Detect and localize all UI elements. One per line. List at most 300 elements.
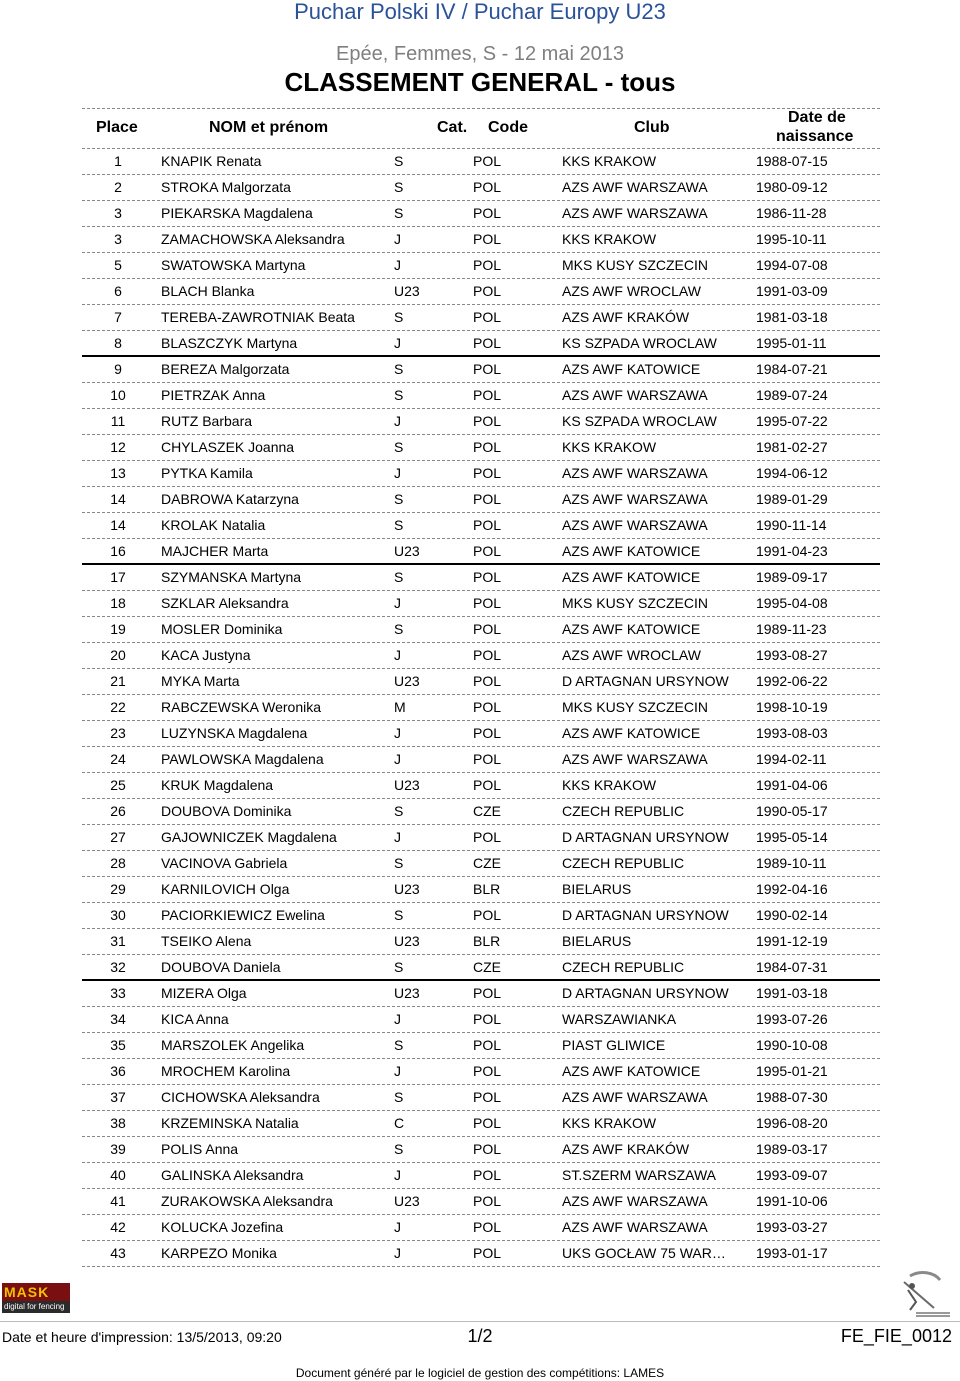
cell-birthdate: 1991-04-23 bbox=[756, 543, 828, 559]
table-row bbox=[82, 955, 880, 981]
cell-club: CZECH REPUBLIC bbox=[562, 959, 685, 975]
cell-name: KARNILOVICH Olga bbox=[161, 881, 290, 897]
cell-cat: J bbox=[394, 413, 401, 429]
cell-code: POL bbox=[473, 439, 502, 455]
cell-place: 43 bbox=[110, 1245, 126, 1261]
cell-name: KRUK Magdalena bbox=[161, 777, 274, 793]
cell-place: 31 bbox=[110, 933, 126, 949]
generator-note: Document généré par le logiciel de gestion des compétitions: LAMES bbox=[295, 1366, 665, 1380]
cell-name: KRZEMINSKA Natalia bbox=[161, 1115, 299, 1131]
cell-birthdate: 1990-10-08 bbox=[756, 1037, 828, 1053]
cell-cat: J bbox=[394, 1063, 401, 1079]
cell-name: BEREZA Malgorzata bbox=[161, 361, 290, 377]
cell-club: AZS AWF KRAKÓW bbox=[562, 309, 690, 325]
cell-birthdate: 1989-10-11 bbox=[756, 855, 827, 871]
cell-code: CZE bbox=[473, 803, 501, 819]
cell-code: POL bbox=[473, 543, 502, 559]
col-header-cat: Cat. bbox=[437, 119, 468, 136]
cell-birthdate: 1994-02-11 bbox=[756, 751, 827, 767]
cell-code: POL bbox=[473, 1089, 502, 1105]
table-row bbox=[82, 903, 880, 929]
table-row bbox=[82, 851, 880, 877]
table-row bbox=[82, 773, 880, 799]
cell-club: KKS KRAKOW bbox=[562, 439, 657, 455]
cell-birthdate: 1980-09-12 bbox=[756, 179, 828, 195]
cell-cat: S bbox=[394, 803, 404, 819]
table-row bbox=[82, 409, 880, 435]
table-row bbox=[82, 617, 880, 643]
table-row bbox=[82, 877, 880, 903]
cell-place: 40 bbox=[110, 1167, 126, 1183]
cell-place: 22 bbox=[110, 699, 126, 715]
table-row bbox=[82, 1163, 880, 1189]
cell-club: AZS AWF WARSZAWA bbox=[562, 517, 708, 533]
cell-birthdate: 1993-08-27 bbox=[756, 647, 828, 663]
cell-birthdate: 1981-02-27 bbox=[756, 439, 828, 455]
cell-place: 9 bbox=[114, 361, 122, 377]
cell-name: STROKA Malgorzata bbox=[161, 179, 291, 195]
cell-club: AZS AWF WARSZAWA bbox=[562, 491, 708, 507]
cell-place: 3 bbox=[114, 231, 122, 247]
event-subtitle: Epée, Femmes, S - 12 mai 2013 bbox=[336, 43, 624, 65]
cell-birthdate: 1990-11-14 bbox=[756, 517, 827, 533]
cell-birthdate: 1986-11-28 bbox=[756, 205, 827, 221]
cell-name: PAWLOWSKA Magdalena bbox=[161, 751, 324, 767]
cell-cat: J bbox=[394, 465, 401, 481]
table-row bbox=[82, 383, 880, 409]
cell-club: MKS KUSY SZCZECIN bbox=[562, 257, 708, 273]
cell-name: RABCZEWSKA Weronika bbox=[161, 699, 322, 715]
table-row bbox=[82, 747, 880, 773]
cell-code: POL bbox=[473, 465, 502, 481]
cell-place: 26 bbox=[110, 803, 126, 819]
cell-name: KACA Justyna bbox=[161, 647, 251, 663]
table-row bbox=[82, 253, 880, 279]
cell-cat: U23 bbox=[394, 1193, 420, 1209]
cell-club: ST.SZERM WARSZAWA bbox=[562, 1167, 716, 1183]
cell-cat: S bbox=[394, 517, 404, 533]
cell-name: KARPEZO Monika bbox=[161, 1245, 277, 1261]
cell-code: POL bbox=[473, 335, 502, 351]
cell-cat: J bbox=[394, 1167, 401, 1183]
fie-logo-icon bbox=[890, 1268, 952, 1318]
cell-cat: S bbox=[394, 309, 404, 325]
cell-cat: M bbox=[394, 699, 406, 715]
cell-name: TEREBA-ZAWROTNIAK Beata bbox=[161, 309, 355, 325]
cell-club: D ARTAGNAN URSYNOW bbox=[562, 907, 729, 923]
cell-birthdate: 1994-06-12 bbox=[756, 465, 828, 481]
cell-code: POL bbox=[473, 387, 502, 403]
cell-code: POL bbox=[473, 1193, 502, 1209]
cell-club: AZS AWF KATOWICE bbox=[562, 361, 701, 377]
cell-name: DOUBOVA Dominika bbox=[161, 803, 292, 819]
cell-place: 12 bbox=[110, 439, 126, 455]
cell-place: 34 bbox=[110, 1011, 126, 1027]
cell-cat: S bbox=[394, 569, 404, 585]
col-header-code: Code bbox=[488, 119, 528, 136]
cell-club: KKS KRAKOW bbox=[562, 231, 657, 247]
cell-place: 25 bbox=[110, 777, 126, 793]
table-row bbox=[82, 149, 880, 175]
mask-logo-sub: digital for fencing bbox=[2, 1301, 70, 1313]
cell-club: KKS KRAKOW bbox=[562, 153, 657, 169]
cell-club: D ARTAGNAN URSYNOW bbox=[562, 985, 729, 1001]
cell-name: ZAMACHOWSKA Aleksandra bbox=[161, 231, 345, 247]
mask-logo-text: MASK bbox=[2, 1283, 70, 1301]
cell-name: DABROWA Katarzyna bbox=[161, 491, 299, 507]
cell-birthdate: 1984-07-21 bbox=[756, 361, 828, 377]
cell-place: 39 bbox=[110, 1141, 126, 1157]
cell-code: POL bbox=[473, 257, 502, 273]
table-row bbox=[82, 669, 880, 695]
col-header-date-1: Date de bbox=[788, 109, 846, 126]
table-row bbox=[82, 1241, 880, 1267]
cell-code: POL bbox=[473, 673, 502, 689]
cell-birthdate: 1992-06-22 bbox=[756, 673, 828, 689]
cell-code: POL bbox=[473, 1063, 502, 1079]
cell-code: POL bbox=[473, 751, 502, 767]
cell-birthdate: 1991-10-06 bbox=[756, 1193, 828, 1209]
cell-place: 32 bbox=[110, 959, 126, 975]
cell-place: 6 bbox=[114, 283, 122, 299]
mask-logo bbox=[2, 1283, 70, 1313]
cell-code: POL bbox=[473, 361, 502, 377]
cell-name: GAJOWNICZEK Magdalena bbox=[161, 829, 337, 845]
cell-cat: S bbox=[394, 1141, 404, 1157]
cell-code: POL bbox=[473, 907, 502, 923]
cell-birthdate: 1995-10-11 bbox=[756, 231, 827, 247]
print-timestamp: Date et heure d'impression: 13/5/2013, 09:20 bbox=[2, 1329, 282, 1345]
cell-club: MKS KUSY SZCZECIN bbox=[562, 699, 708, 715]
cell-place: 20 bbox=[110, 647, 126, 663]
cell-cat: J bbox=[394, 1011, 401, 1027]
cell-code: POL bbox=[473, 829, 502, 845]
footer-rule bbox=[0, 1321, 960, 1322]
table-row bbox=[82, 1033, 880, 1059]
cell-cat: U23 bbox=[394, 777, 420, 793]
ranking-heading: CLASSEMENT GENERAL - tous bbox=[284, 67, 676, 97]
cell-birthdate: 1989-09-17 bbox=[756, 569, 828, 585]
document-title: Puchar Polski IV / Puchar Europy U23 bbox=[294, 0, 666, 24]
cell-cat: S bbox=[394, 439, 404, 455]
table-row bbox=[82, 929, 880, 955]
cell-club: AZS AWF KATOWICE bbox=[562, 569, 701, 585]
cell-cat: U23 bbox=[394, 985, 420, 1001]
cell-place: 14 bbox=[110, 491, 126, 507]
table-row bbox=[82, 1085, 880, 1111]
cell-name: KROLAK Natalia bbox=[161, 517, 266, 533]
cell-cat: S bbox=[394, 1037, 404, 1053]
table-row bbox=[82, 643, 880, 669]
cell-place: 8 bbox=[114, 335, 122, 351]
cell-place: 41 bbox=[110, 1193, 126, 1209]
cell-club: AZS AWF KATOWICE bbox=[562, 543, 701, 559]
cell-birthdate: 1989-01-29 bbox=[756, 491, 828, 507]
cell-code: BLR bbox=[473, 881, 501, 897]
cell-name: CICHOWSKA Aleksandra bbox=[161, 1089, 320, 1105]
cell-club: AZS AWF KATOWICE bbox=[562, 621, 701, 637]
table-row bbox=[82, 435, 880, 461]
table-row bbox=[82, 487, 880, 513]
cell-name: KOLUCKA Jozefina bbox=[161, 1219, 284, 1235]
cell-birthdate: 1995-04-08 bbox=[756, 595, 828, 611]
cell-place: 13 bbox=[110, 465, 126, 481]
cell-birthdate: 1981-03-18 bbox=[756, 309, 828, 325]
cell-name: PACIORKIEWICZ Ewelina bbox=[161, 907, 325, 923]
table-row bbox=[82, 565, 880, 591]
cell-birthdate: 1994-07-08 bbox=[756, 257, 828, 273]
cell-cat: C bbox=[394, 1115, 405, 1131]
cell-cat: U23 bbox=[394, 673, 420, 689]
cell-birthdate: 1995-01-21 bbox=[756, 1063, 828, 1079]
cell-birthdate: 1991-03-09 bbox=[756, 283, 828, 299]
cell-birthdate: 1988-07-30 bbox=[756, 1089, 828, 1105]
cell-code: POL bbox=[473, 725, 502, 741]
cell-place: 19 bbox=[110, 621, 126, 637]
col-header-name: NOM et prénom bbox=[209, 119, 329, 136]
cell-place: 38 bbox=[110, 1115, 126, 1131]
cell-club: BIELARUS bbox=[562, 933, 632, 949]
col-header-place: Place bbox=[96, 119, 138, 136]
cell-cat: S bbox=[394, 1089, 404, 1105]
cell-code: POL bbox=[473, 1011, 502, 1027]
cell-name: SWATOWSKA Martyna bbox=[161, 257, 306, 273]
table-row bbox=[82, 721, 880, 747]
cell-code: BLR bbox=[473, 933, 501, 949]
cell-birthdate: 1993-09-07 bbox=[756, 1167, 828, 1183]
cell-place: 28 bbox=[110, 855, 126, 871]
cell-cat: J bbox=[394, 751, 401, 767]
cell-name: SZYMANSKA Martyna bbox=[161, 569, 302, 585]
table-row bbox=[82, 227, 880, 253]
cell-name: KNAPIK Renata bbox=[161, 153, 262, 169]
cell-name: PIETRZAK Anna bbox=[161, 387, 266, 403]
cell-club: AZS AWF WROCLAW bbox=[562, 283, 701, 299]
cell-cat: S bbox=[394, 153, 404, 169]
cell-club: KS SZPADA WROCLAW bbox=[562, 335, 717, 351]
table-row bbox=[82, 695, 880, 721]
cell-birthdate: 1991-12-19 bbox=[756, 933, 828, 949]
cell-place: 42 bbox=[110, 1219, 126, 1235]
cell-birthdate: 1989-07-24 bbox=[756, 387, 828, 403]
cell-place: 21 bbox=[110, 673, 126, 689]
cell-name: KICA Anna bbox=[161, 1011, 229, 1027]
table-row bbox=[82, 981, 880, 1007]
cell-code: POL bbox=[473, 595, 502, 611]
cell-birthdate: 1990-02-14 bbox=[756, 907, 828, 923]
cell-place: 16 bbox=[110, 543, 126, 559]
cell-cat: J bbox=[394, 257, 401, 273]
table-row bbox=[82, 461, 880, 487]
cell-name: MROCHEM Karolina bbox=[161, 1063, 291, 1079]
table-row bbox=[82, 175, 880, 201]
cell-name: RUTZ Barbara bbox=[161, 413, 253, 429]
cell-place: 3 bbox=[114, 205, 122, 221]
cell-place: 30 bbox=[110, 907, 126, 923]
cell-name: ZURAKOWSKA Aleksandra bbox=[161, 1193, 333, 1209]
cell-club: AZS AWF KATOWICE bbox=[562, 725, 701, 741]
cell-club: KKS KRAKOW bbox=[562, 777, 657, 793]
cell-cat: J bbox=[394, 595, 401, 611]
cell-code: POL bbox=[473, 231, 502, 247]
cell-name: VACINOVA Gabriela bbox=[161, 855, 288, 871]
cell-club: AZS AWF WARSZAWA bbox=[562, 179, 708, 195]
cell-code: POL bbox=[473, 205, 502, 221]
cell-cat: S bbox=[394, 491, 404, 507]
cell-code: POL bbox=[473, 1115, 502, 1131]
cell-birthdate: 1984-07-31 bbox=[756, 959, 828, 975]
cell-code: POL bbox=[473, 1167, 502, 1183]
page-number: 1/2 bbox=[467, 1326, 493, 1346]
cell-club: PIAST GLIWICE bbox=[562, 1037, 666, 1053]
cell-cat: S bbox=[394, 621, 404, 637]
table-header bbox=[82, 108, 880, 148]
cell-place: 23 bbox=[110, 725, 126, 741]
table-row bbox=[82, 1111, 880, 1137]
table-row bbox=[82, 305, 880, 331]
cell-club: CZECH REPUBLIC bbox=[562, 855, 685, 871]
cell-code: POL bbox=[473, 699, 502, 715]
cell-cat: J bbox=[394, 1245, 401, 1261]
cell-place: 27 bbox=[110, 829, 126, 845]
cell-code: POL bbox=[473, 1037, 502, 1053]
cell-name: MOSLER Dominika bbox=[161, 621, 283, 637]
cell-club: AZS AWF WARSZAWA bbox=[562, 1193, 708, 1209]
cell-cat: U23 bbox=[394, 881, 420, 897]
cell-club: WARSZAWIANKA bbox=[562, 1011, 677, 1027]
cell-cat: J bbox=[394, 335, 401, 351]
cell-cat: J bbox=[394, 231, 401, 247]
cell-place: 2 bbox=[114, 179, 122, 195]
cell-birthdate: 1993-08-03 bbox=[756, 725, 828, 741]
document-id: FE_FIE_0012 bbox=[840, 1326, 952, 1346]
cell-birthdate: 1989-03-17 bbox=[756, 1141, 828, 1157]
table-row bbox=[82, 513, 880, 539]
cell-club: D ARTAGNAN URSYNOW bbox=[562, 829, 729, 845]
cell-place: 37 bbox=[110, 1089, 126, 1105]
cell-name: POLIS Anna bbox=[161, 1141, 239, 1157]
cell-cat: S bbox=[394, 205, 404, 221]
cell-cat: J bbox=[394, 647, 401, 663]
cell-birthdate: 1991-03-18 bbox=[756, 985, 828, 1001]
cell-birthdate: 1988-07-15 bbox=[756, 153, 828, 169]
cell-name: CHYLASZEK Joanna bbox=[161, 439, 295, 455]
table-row bbox=[82, 201, 880, 227]
table-row bbox=[82, 357, 880, 383]
cell-code: POL bbox=[473, 491, 502, 507]
cell-place: 36 bbox=[110, 1063, 126, 1079]
cell-place: 10 bbox=[110, 387, 126, 403]
cell-name: BLACH Blanka bbox=[161, 283, 255, 299]
table-row bbox=[82, 279, 880, 305]
cell-cat: S bbox=[394, 907, 404, 923]
cell-place: 35 bbox=[110, 1037, 126, 1053]
cell-birthdate: 1995-07-22 bbox=[756, 413, 828, 429]
cell-name: PIEKARSKA Magdalena bbox=[161, 205, 313, 221]
cell-club: AZS AWF WARSZAWA bbox=[562, 387, 708, 403]
cell-birthdate: 1996-08-20 bbox=[756, 1115, 828, 1131]
table-row bbox=[82, 825, 880, 851]
cell-birthdate: 1993-07-26 bbox=[756, 1011, 828, 1027]
cell-code: POL bbox=[473, 1141, 502, 1157]
cell-cat: S bbox=[394, 959, 404, 975]
cell-code: POL bbox=[473, 621, 502, 637]
cell-code: POL bbox=[473, 153, 502, 169]
cell-name: MAJCHER Marta bbox=[161, 543, 269, 559]
cell-cat: S bbox=[394, 179, 404, 195]
cell-birthdate: 1998-10-19 bbox=[756, 699, 828, 715]
cell-code: POL bbox=[473, 985, 502, 1001]
cell-club: AZS AWF WARSZAWA bbox=[562, 205, 708, 221]
cell-code: POL bbox=[473, 413, 502, 429]
cell-club: UKS GOCŁAW 75 WAR… bbox=[562, 1245, 726, 1261]
cell-birthdate: 1991-04-06 bbox=[756, 777, 828, 793]
cell-birthdate: 1989-11-23 bbox=[756, 621, 827, 637]
table-row bbox=[82, 1059, 880, 1085]
cell-name: GALINSKA Aleksandra bbox=[161, 1167, 304, 1183]
cell-cat: U23 bbox=[394, 933, 420, 949]
cell-cat: S bbox=[394, 361, 404, 377]
cell-cat: J bbox=[394, 725, 401, 741]
cell-place: 1 bbox=[114, 153, 122, 169]
cell-place: 7 bbox=[114, 309, 122, 325]
cell-place: 17 bbox=[110, 569, 126, 585]
cell-birthdate: 1995-01-11 bbox=[756, 335, 827, 351]
cell-cat: S bbox=[394, 855, 404, 871]
col-header-date-2: naissance bbox=[776, 128, 854, 145]
cell-code: POL bbox=[473, 1219, 502, 1235]
cell-name: PYTKA Kamila bbox=[161, 465, 253, 481]
cell-place: 14 bbox=[110, 517, 126, 533]
cell-code: POL bbox=[473, 179, 502, 195]
ranking-table-body bbox=[82, 149, 880, 1267]
cell-code: POL bbox=[473, 1245, 502, 1261]
cell-cat: J bbox=[394, 829, 401, 845]
cell-code: POL bbox=[473, 309, 502, 325]
cell-name: BLASZCZYK Martyna bbox=[161, 335, 298, 351]
table-row bbox=[82, 799, 880, 825]
cell-name: SZKLAR Aleksandra bbox=[161, 595, 289, 611]
cell-club: AZS AWF KRAKÓW bbox=[562, 1141, 690, 1157]
cell-club: CZECH REPUBLIC bbox=[562, 803, 685, 819]
cell-club: KKS KRAKOW bbox=[562, 1115, 657, 1131]
cell-place: 33 bbox=[110, 985, 126, 1001]
cell-name: MIZERA Olga bbox=[161, 985, 247, 1001]
cell-place: 29 bbox=[110, 881, 126, 897]
cell-code: CZE bbox=[473, 855, 501, 871]
cell-birthdate: 1993-01-17 bbox=[756, 1245, 828, 1261]
cell-code: POL bbox=[473, 517, 502, 533]
cell-club: BIELARUS bbox=[562, 881, 632, 897]
cell-name: MYKA Marta bbox=[161, 673, 240, 689]
cell-code: POL bbox=[473, 569, 502, 585]
cell-name: MARSZOLEK Angelika bbox=[161, 1037, 305, 1053]
cell-birthdate: 1995-05-14 bbox=[756, 829, 828, 845]
cell-birthdate: 1993-03-27 bbox=[756, 1219, 828, 1235]
table-row bbox=[82, 1137, 880, 1163]
table-row bbox=[82, 539, 880, 565]
cell-name: TSEIKO Alena bbox=[161, 933, 252, 949]
table-row bbox=[82, 591, 880, 617]
cell-cat: S bbox=[394, 387, 404, 403]
cell-place: 18 bbox=[110, 595, 126, 611]
cell-birthdate: 1992-04-16 bbox=[756, 881, 828, 897]
cell-birthdate: 1990-05-17 bbox=[756, 803, 828, 819]
cell-place: 11 bbox=[110, 413, 126, 429]
cell-place: 5 bbox=[114, 257, 122, 273]
table-row bbox=[82, 1189, 880, 1215]
cell-club: AZS AWF WARSZAWA bbox=[562, 465, 708, 481]
